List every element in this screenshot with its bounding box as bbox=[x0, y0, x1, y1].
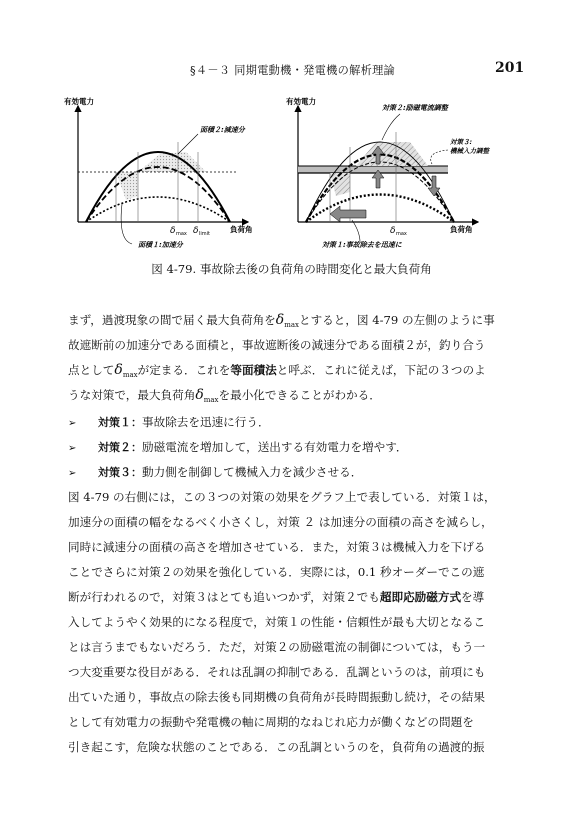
bullet-1-label: 対策１： bbox=[98, 416, 142, 429]
para2-line-10: として有効電力の振動や発電機の軸に周期的なねじれ応力が働くなどの問題を bbox=[68, 715, 474, 729]
para2-line-5 bbox=[68, 589, 518, 605]
para2-line-8: つ大変重要な役目がある．それは乱調の抑制である．乱調というのは，前項にも bbox=[68, 665, 486, 679]
page-number: 201 bbox=[495, 60, 525, 76]
left-area2-label: 面積２:減速分 bbox=[200, 126, 245, 134]
right-area1-shading bbox=[330, 173, 350, 196]
para2-line-2: 加速分の面積の幅をなるべく小さくし，対策 ２ は加速分の面積の高さを減らし， bbox=[68, 515, 493, 529]
right-delta-max-sub: max bbox=[396, 231, 407, 237]
intro-4-post: を最小化できることがわかる． bbox=[218, 388, 381, 402]
right-measure3-leader bbox=[431, 150, 448, 164]
bullet-1-text: 事故除去を迅速に行う． bbox=[142, 415, 270, 429]
term-equal-area: 等面積法 bbox=[230, 363, 277, 377]
delta-sub: max bbox=[122, 371, 138, 379]
delta-symbol: δ bbox=[114, 362, 123, 378]
left-panel bbox=[64, 96, 253, 249]
para2-line-3: 同時に減速分の面積の高さを増加させている．また，対策３は機械入力を下げる bbox=[68, 540, 486, 554]
right-measure1-leader bbox=[352, 220, 360, 242]
left-x-label: 負荷角 bbox=[230, 225, 253, 234]
bullet-3-label: 対策３： bbox=[98, 466, 142, 479]
left-fault-curve bbox=[86, 197, 230, 222]
arrow-bullet-icon: ➢ bbox=[68, 443, 77, 454]
term-ultra-fast-excitation: 超即応励磁方式 bbox=[379, 590, 462, 604]
delta-sub: max bbox=[284, 321, 299, 329]
bullet-2-text: 励磁電流を増加して，送出する有効電力を増やす． bbox=[142, 440, 408, 454]
right-y-label: 有効電力 bbox=[286, 97, 316, 106]
bullet-3-text: 動力側を制御して機械入力を減少させる． bbox=[142, 465, 363, 479]
bullet-2-label: 対策２： bbox=[98, 441, 142, 454]
intro-3-pre: 点として bbox=[68, 363, 115, 377]
delta-symbol: δ bbox=[275, 312, 285, 328]
right-fault-curve bbox=[306, 195, 454, 223]
figure-caption: 図 4-79. 事故除去後の負荷角の時間変化と最大負荷角 bbox=[151, 262, 432, 276]
intro-line-4 bbox=[68, 387, 518, 404]
right-measure3-label-1: 対策３: bbox=[450, 138, 473, 146]
delta-symbol: δ bbox=[195, 387, 204, 403]
right-measure2-label: 対策２:励磁電流調整 bbox=[382, 104, 448, 112]
intro-line-3 bbox=[68, 362, 518, 379]
intro-line-1 bbox=[68, 312, 518, 329]
bullet-item-1 bbox=[68, 414, 270, 430]
right-measure3-label-2: 機械入力調整 bbox=[450, 147, 489, 155]
left-delta-max-sub: max bbox=[176, 231, 187, 237]
intro-line-2: 故遮断前の加速分である面積と，事故遮断後の減速分である面積２が，釣り合う bbox=[68, 338, 486, 352]
para2-line-11: 引き起こす，危険な状態のことである．この乱調というのを，負荷角の過渡的振 bbox=[68, 740, 485, 754]
arrow-bullet-icon: ➢ bbox=[68, 468, 77, 479]
left-area1-label: 面積１:加速分 bbox=[138, 241, 183, 249]
para2-line-9: 出ていた通り，事故点の除去後も同期機の負荷角が長時間振動し続け，その結果 bbox=[68, 690, 485, 704]
left-postfault-curve bbox=[86, 167, 230, 222]
arrow-bullet-icon: ➢ bbox=[68, 418, 77, 429]
right-measure1-label: 対策１:事故除去を迅速に bbox=[322, 241, 402, 249]
right-measure2-leader bbox=[382, 114, 400, 140]
left-delta-limit-sub: limit bbox=[199, 231, 210, 237]
intro-1-pre: まず，過渡現象の間で届く最大負荷角を bbox=[68, 313, 276, 327]
running-header: §４－３ 同期電動機・発電機の解析理論 bbox=[190, 64, 396, 77]
right-x-label: 負荷角 bbox=[450, 225, 473, 234]
right-arrow-left bbox=[330, 206, 366, 222]
delta-sub: max bbox=[203, 396, 219, 404]
right-panel bbox=[286, 96, 491, 249]
left-area2-leader bbox=[178, 134, 198, 154]
left-y-label: 有効電力 bbox=[64, 97, 94, 106]
intro-3-post: と呼ぶ．これに従えば，下記の３つのよ bbox=[276, 363, 486, 377]
bullet-item-3 bbox=[68, 464, 362, 480]
intro-4-pre: うな対策で，最大負荷角 bbox=[68, 388, 196, 402]
para2-line-6: 入してようやく効果的になる程度で，対策１の性能・信頼性が最も大切となるこ bbox=[68, 615, 486, 629]
right-delta-max-symbol: δ bbox=[390, 226, 396, 236]
para2-line-1: 図 4-79 の右側には，この３つの対策の効果をグラフ上で表している．対策１は， bbox=[68, 490, 496, 504]
left-delta-limit-symbol: δ bbox=[193, 226, 199, 236]
figure-4-79 bbox=[60, 92, 530, 262]
bullet-item-2 bbox=[68, 439, 408, 455]
intro-3-mid: が定まる．これを bbox=[137, 363, 231, 377]
para2-line-7: とは言うまでもないだろう．ただ，対策２の励磁電流の制御については，もう一 bbox=[68, 640, 486, 654]
left-area1-leader bbox=[121, 204, 132, 244]
intro-1-post: とすると，図 4-79 の左側のように事 bbox=[298, 313, 495, 327]
para2-5-post: を導 bbox=[461, 590, 485, 604]
para2-line-4: ことでさらに対策２の効果を強化している．実際には，0.1 秒オーダーでこの遮 bbox=[68, 565, 485, 579]
para2-5-pre: 断が行われるので，対策３はとても追いつかず，対策２でも bbox=[68, 590, 380, 604]
left-delta-max-symbol: δ bbox=[170, 226, 176, 236]
left-area1-shading bbox=[116, 172, 138, 200]
